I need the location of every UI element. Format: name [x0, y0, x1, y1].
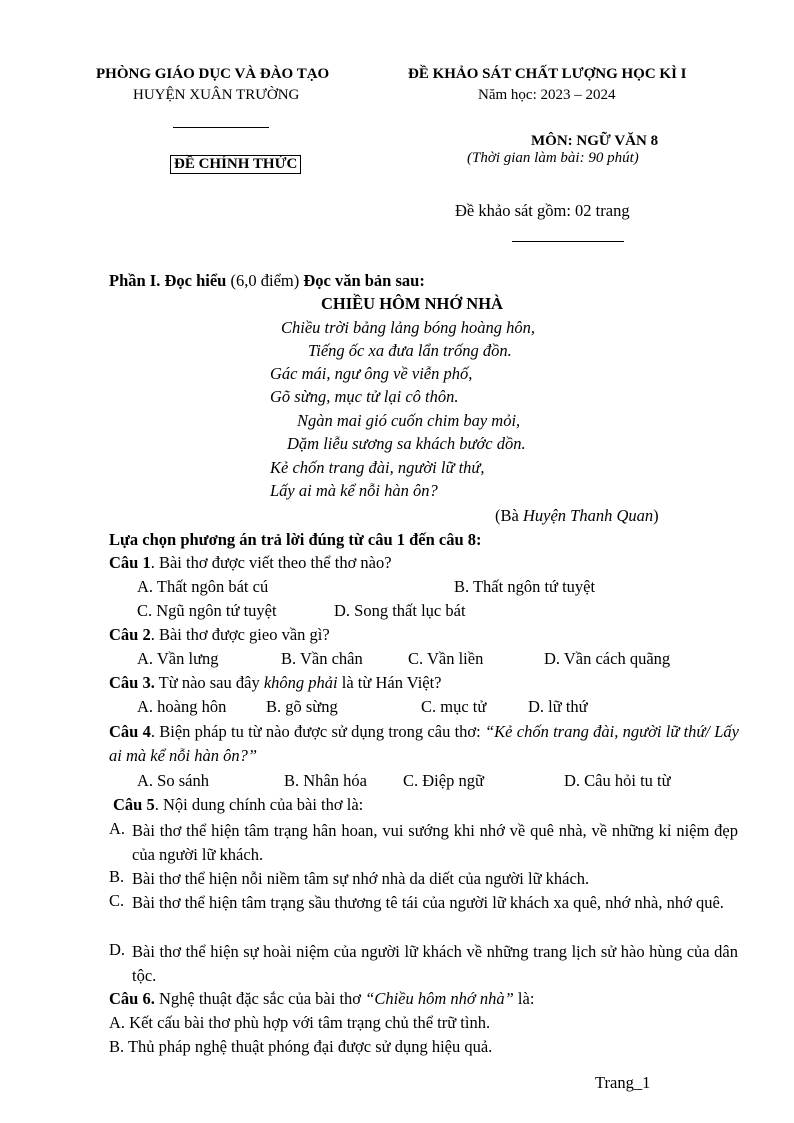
q5-option-a: Bài thơ thể hiện tâm trạng hân hoan, vui sướng khi nhớ về quê nhà, về những kỉ niệm đẹp của người lữ khách. [132, 821, 738, 864]
poem-line: Tiếng ốc xa đưa lẩn trống đồn. [308, 341, 512, 360]
q5-option-d-letter: D. [109, 940, 126, 959]
q1-option-a: A. Thất ngôn bát cú [137, 577, 269, 596]
official-label: ĐỀ CHÍNH THỨC [170, 155, 301, 174]
q6-option-a: A. Kết cấu bài thơ phù hợp với tâm trạng chủ thể trữ tình. [109, 1013, 491, 1032]
school-year: Năm học: 2023 – 2024 [478, 87, 616, 103]
q6-option-b: B. Thủ pháp nghệ thuật phóng đại được sử dụng hiệu quả. [109, 1037, 493, 1056]
poem-line: Kẻ chốn trang đài, người lữ thứ, [270, 458, 485, 477]
question-1: Câu 1. Bài thơ được viết theo thể thơ nào? [109, 553, 392, 572]
header-divider-right [512, 241, 624, 242]
question-3: Câu 3. Từ nào sau đây không phải là từ Hán Việt? [109, 673, 442, 692]
part1-heading-title: Phần I. Đọc hiểu [109, 271, 227, 290]
q2-option-b: B. Vần chân [281, 649, 363, 668]
subject-label: MÔN: NGỮ VĂN 8 [531, 133, 659, 149]
q5-option-a-letter: A. [109, 819, 126, 838]
page-number: Trang_1 [595, 1073, 651, 1092]
poem-author: (Bà Huyện Thanh Quan) [495, 506, 659, 525]
poem-line: Chiều trời bảng lảng bóng hoàng hôn, [281, 318, 536, 337]
district-name: HUYỆN XUÂN TRƯỜNG [133, 87, 300, 103]
poem-line: Ngàn mai gió cuốn chim bay mỏi, [297, 411, 521, 430]
poem-line: Lấy ai mà kể nỗi hàn ôn? [270, 481, 438, 500]
q3-option-b: B. gõ sừng [266, 697, 338, 716]
exam-duration: (Thời gian làm bài: 90 phút) [467, 150, 639, 166]
poem-line: Dặm liễu sương sa khách bước dồn. [287, 434, 526, 453]
q1-option-d: D. Song thất lục bát [334, 601, 466, 620]
q2-option-c: C. Vần liền [408, 649, 484, 668]
question-2: Câu 2. Bài thơ được gieo vần gì? [109, 625, 330, 644]
q4-option-d: D. Câu hỏi tu từ [564, 771, 671, 790]
q5-option-c: Bài thơ thể hiện tâm trạng sầu thương tê tái của người lữ khách xa quê, nhớ nhà, nhớ quê. [132, 893, 724, 912]
header-divider-left [173, 127, 269, 128]
q5-option-d: Bài thơ thể hiện sự hoài niệm của người lữ khách về những trang lịch sử hào hùng của dân tộc. [132, 942, 738, 985]
q3-option-a: A. hoàng hôn [137, 697, 227, 716]
q3-option-c: C. mục tử [421, 697, 487, 716]
question-6: Câu 6. Nghệ thuật đặc sắc của bài thơ “Chiều hôm nhớ nhà” là: [109, 989, 535, 1008]
q1-option-b: B. Thất ngôn tứ tuyệt [454, 577, 596, 596]
part1-heading-instruction: Đọc văn bản sau: [303, 271, 425, 290]
poem-title: CHIỀU HÔM NHỚ NHÀ [321, 294, 503, 313]
q5-option-c-letter: C. [109, 891, 125, 910]
exam-title: ĐỀ KHẢO SÁT CHẤT LƯỢNG HỌC KÌ I [408, 66, 687, 82]
poem-line: Gõ sừng, mục tử lại cô thôn. [270, 387, 459, 406]
q4-option-b: B. Nhân hóa [284, 771, 367, 790]
part1-heading [109, 271, 425, 291]
q5-option-b-letter: B. [109, 867, 125, 886]
q3-option-d: D. lữ thứ [528, 697, 588, 716]
q4-option-a: A. So sánh [137, 771, 209, 790]
q5-option-b: Bài thơ thể hiện nỗi niềm tâm sự nhớ nhà da diết của người lữ khách. [132, 869, 590, 888]
poem-line: Gác mái, ngư ông về viễn phố, [270, 364, 473, 383]
question-4: Câu 4. Biện pháp tu từ nào được sử dụng trong câu thơ: “Kẻ chốn trang đài, người lữ thứ/ Lấy ai mà kể nỗi hàn ôn?” [109, 722, 739, 765]
q2-option-a: A. Vần lưng [137, 649, 219, 668]
q2-option-d: D. Vần cách quãng [544, 649, 671, 668]
page-count-note: Đề khảo sát gồm: 02 trang [455, 201, 630, 220]
part1-heading-points: (6,0 điểm) [230, 271, 300, 290]
mc-instruction: Lựa chọn phương án trả lời đúng từ câu 1 đến câu 8: [109, 530, 482, 549]
q4-option-c: C. Điệp ngữ [403, 771, 484, 790]
department-name: PHÒNG GIÁO DỤC VÀ ĐÀO TẠO [96, 66, 330, 82]
question-5: Câu 5. Nội dung chính của bài thơ là: [113, 795, 364, 814]
q1-option-c: C. Ngũ ngôn tứ tuyệt [137, 601, 277, 620]
